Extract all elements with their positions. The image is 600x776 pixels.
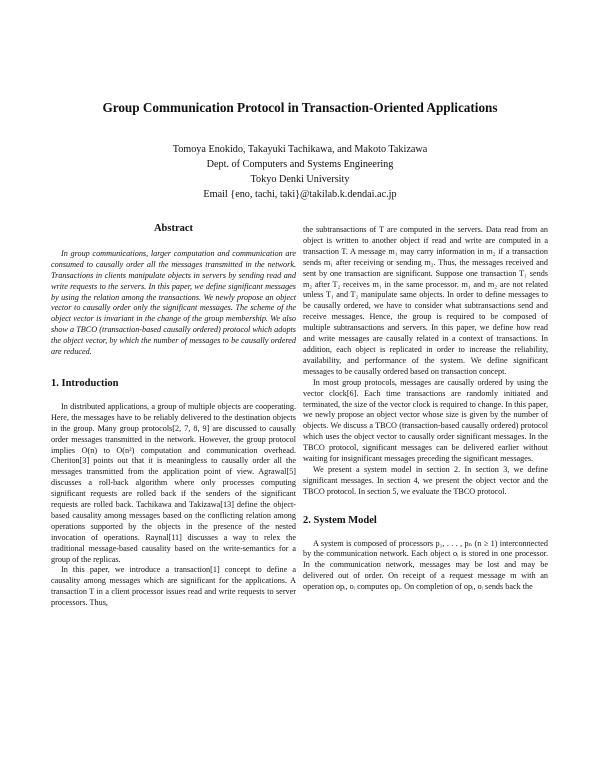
intro-paragraph-2: In this paper, we introduce a transaction[1] concept to define a causality among messages which are significant for the applications. A transaction T in a client processor issues read and write requests to server processors. Thus, [51, 565, 296, 608]
left-column [51, 224, 296, 609]
section-heading-system-model: 2. System Model [303, 514, 377, 526]
right-paragraph-2: In most group protocols, messages are causally ordered by using the vector clock[6]. Each time transactions are randomly initiated and terminated, the size of the vector clock is required to change. In this paper, we newly propose an object vector whose size is given by the number of objects. We discuss a TBCO (transaction-based causally ordered) protocol which uses the object vector to causally order significant messages. In the TBCO protocol, significant messages can be delivered earlier without waiting for insignificant messages preceding the significant messages. [303, 377, 548, 464]
right-paragraph-3: We present a system model in section 2. In section 3, we define significant messages. In section 4, we present the object vector and the TBCO protocol. In section 5, we evaluate the TBCO protocol. [303, 464, 548, 496]
paper-title: Group Communication Protocol in Transaction-Oriented Applications [102, 100, 498, 115]
abstract-text: In group communications, larger computation and communication are consumed to causally order all the messages transmitted in the network. Transactions in clients manipulate objects in servers by sending read and write requests to the servers. In this paper, we define significant messages by using the relation among the transactions. We newly propose an object vector to causally order only the significant messages. The scheme of the object vector is invariant in the change of the group membership. We also show a TBCO (transaction-based causally ordered) protocol which adopts the object vector, by which the number of messages to be causally ordered are reduced. [51, 248, 296, 357]
author-block [0, 142, 600, 202]
system-model-paragraph-1: A system is composed of processors p₁, . . . , pₙ (n ≥ 1) interconnected by the communication network. Each object oᵢ is stored in one processor. In the communication network, messages may be lost and may be delivered out of order. On receipt of a request message m with an operation opᵢ, oᵢ computes opᵢ. On completion of opᵢ, oᵢ sends back the [303, 538, 548, 592]
author-names: Tomoya Enokido, Takayuki Tachikawa, and Makoto Takizawa [172, 144, 428, 155]
intro-paragraph-1: In distributed applications, a group of multiple objects are cooperating. Here, the messages have to be reliably delivered to the destination objects in the group. Many group protocols[2, 7, 8, 9] are discussed to causally order messages transmitted in the network. However, the group protocol implies O(n) to O(n²) computation and communication overhead. Cheriton[3] points out that it is meaningless to causally order all the messages transmitted from the application point of view. Agrawal[5] discusses a roll-back algorithm where only processes computing significant requests are rolled back if the senders of the significant requests are rolled back. Tachikawa and Takizawa[13] define the object-based causality among messages based on the conflicting relation among operations supported by the objects in the presence of the nested invocation of operations. Raynal[11] discusses a way to relex the traditional message-based causality based on the write-semantics for a group of the replicas. [51, 401, 296, 564]
author-university: Tokyo Denki University [250, 174, 350, 185]
author-email: Email {eno, tachi, taki}@takilab.k.dendai.ac.jp [203, 189, 397, 200]
right-column [303, 225, 548, 593]
section-heading-introduction: 1. Introduction [51, 377, 119, 389]
right-paragraph-1: the subtransactions of T are computed in the servers. Data read from an object is written to another object if read and write are computed in a transaction T. A message m₁ may carry information in m₂ if a transaction sends m₁ after receiving or sending m₂. Thus, the messages received and sent by one transaction are significant. Suppose one transaction T₁ sends m₂ after T₂ receives m₁ in the same processor. m₁ and m₂ are not related unless T₁ and T₂ manipulate same objects. In order to define messages to be causally ordered, we have to consider what subtransactions send and receive messages. Hence, the group is required to be composed of multiple subtransactions and servers. In this paper, we define how read and write messages are causally related in a context of transactions. In addition, each object is replicated in order to increase the reliability, availability, and performance of the system. We define significant messages to be causally ordered based on transaction concept. [303, 225, 548, 376]
author-dept: Dept. of Computers and Systems Engineering [206, 159, 394, 170]
abstract-heading: Abstract [153, 223, 194, 234]
